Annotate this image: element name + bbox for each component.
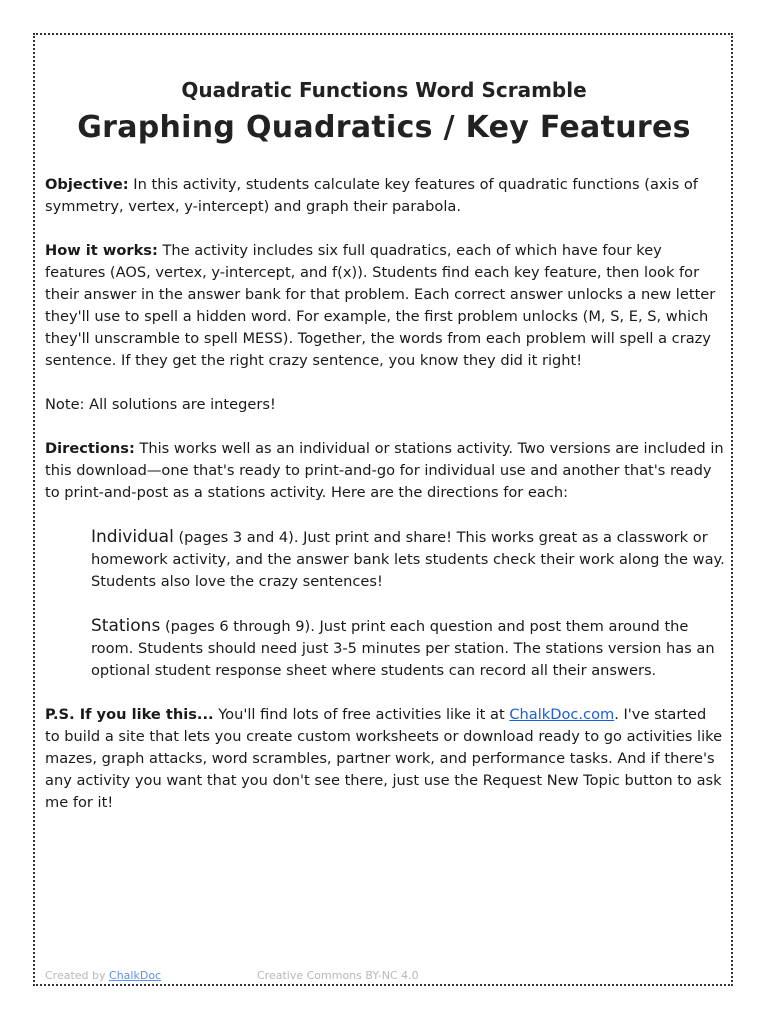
directions-paragraph: [45, 438, 725, 504]
ps-text-before: You'll find lots of free activities like it at: [218, 706, 505, 723]
stations-text: (pages 6 through 9). Just print each question and post them around the room. Students should need just 3-5 minutes per station. The stations version has an optional student response sheet where students can record all their answers.: [91, 618, 715, 679]
objective-paragraph: [45, 174, 725, 218]
created-by-text: Created by: [45, 969, 106, 982]
individual-label: Individual: [91, 527, 174, 547]
ps-label: P.S. If you like this...: [45, 706, 214, 723]
stations-paragraph: [91, 615, 725, 682]
page-title: Graphing Quadratics / Key Features: [77, 110, 691, 145]
objective-text: In this activity, students calculate key features of quadratic functions (axis of symmetry, vertex, y-intercept) and graph their parabola.: [45, 176, 698, 215]
how-it-works-text: The activity includes six full quadratics, each of which have four key features (AOS, vertex, y-intercept, and f(x)). Students find each key feature, then look for their answer in the answer bank for that problem. Each correct answer unlocks a new letter they'll use to spell a hidden word. For example, the first problem unlocks (M, S, E, S, which they'll unscramble to spell MESS). Together, the words from each problem will spell a crazy sentence. If they get the right crazy sentence, you know they did it right!: [45, 242, 716, 369]
license-text: Creative Commons BY-NC 4.0: [257, 969, 419, 982]
stations-label: Stations: [91, 616, 161, 636]
note-paragraph: Note: All solutions are integers!: [45, 396, 276, 413]
how-it-works-paragraph: [45, 240, 725, 372]
directions-text: This works well as an individual or stations activity. Two versions are included in this download—one that's ready to print-and-go for individual use and another that's ready to print-and-post as a stations activity. Here are the directions for each:: [45, 440, 724, 501]
directions-label: Directions:: [45, 440, 135, 457]
footer-chalkdoc-link[interactable]: ChalkDoc: [109, 969, 162, 982]
chalkdoc-link[interactable]: ChalkDoc.com: [509, 706, 615, 723]
objective-label: Objective:: [45, 176, 129, 193]
ps-text-after: . I've started to build a site that lets you create custom worksheets or download ready to go activities like mazes, graph attacks, word scrambles, partner work, and performance tasks. And if there's any activity you want that you don't see there, just use the Request New Topic button to ask me for it!: [45, 706, 723, 811]
individual-paragraph: [91, 526, 725, 593]
page-subtitle: Quadratic Functions Word Scramble: [181, 78, 587, 102]
footer: [45, 969, 545, 982]
document-body: [45, 174, 725, 836]
individual-text: (pages 3 and 4). Just print and share! This works great as a classwork or homework activity, and the answer bank lets students check their work along the way. Students also love the crazy sentences!: [91, 529, 725, 590]
how-it-works-label: How it works:: [45, 242, 158, 259]
ps-paragraph: [45, 704, 725, 814]
